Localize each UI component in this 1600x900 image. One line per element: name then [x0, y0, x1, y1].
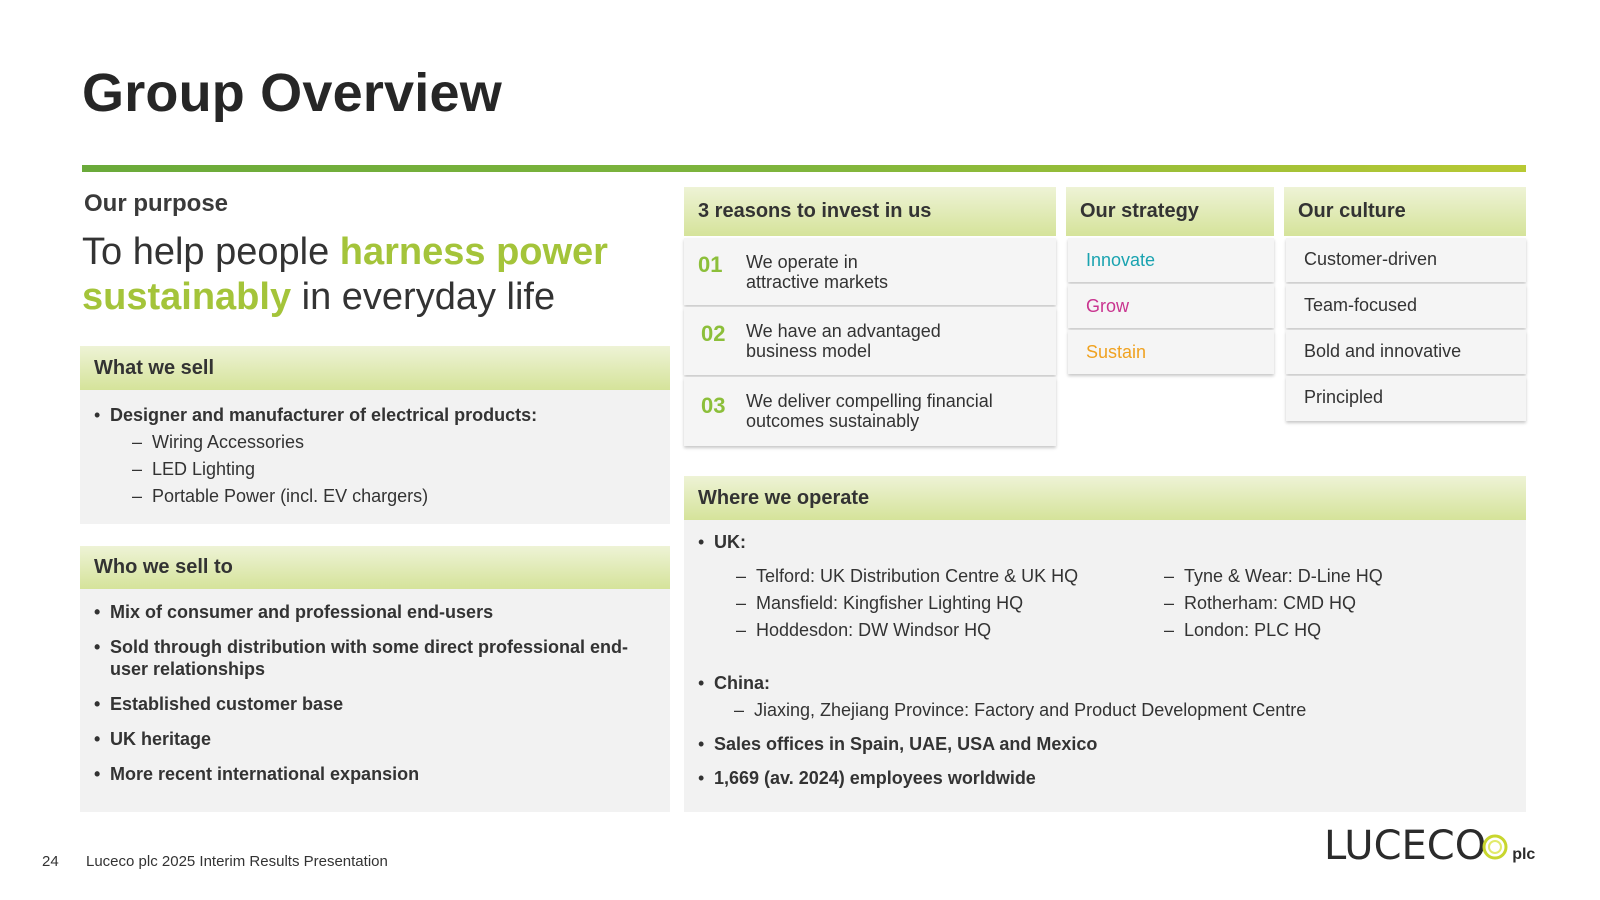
list-item: – LED Lighting: [132, 456, 670, 483]
list-item: – Telford: UK Distribution Centre & UK HQ: [736, 563, 1164, 590]
culture-tile: [1286, 284, 1526, 328]
reason-text: We deliver compelling financial outcomes sustainably: [746, 391, 993, 431]
what-we-sell-list: [94, 402, 670, 510]
uk-label: UK:: [714, 532, 746, 552]
strategy-item: Innovate: [1086, 250, 1156, 270]
reason-card-2: [684, 307, 1056, 375]
culture-tile: [1286, 376, 1526, 421]
culture-item: Bold and innovative: [1304, 341, 1462, 361]
culture-item: Customer-driven: [1304, 249, 1438, 269]
list-item: – Jiaxing, Zhejiang Province: Factory and Product Development Centre: [734, 697, 1516, 724]
uk-sites-right: [1164, 563, 1383, 644]
list-item: [698, 670, 1516, 724]
purpose-highlight: harness power sustainably: [82, 231, 608, 318]
list-item: [698, 529, 1516, 644]
what-we-sell-bullet: Designer and manufacturer of electrical products:: [110, 405, 538, 425]
luceco-logo: [1324, 823, 1536, 869]
employees-count: 1,669 (av. 2024) employees worldwide: [714, 768, 1036, 788]
reason-number: 01: [698, 252, 723, 277]
list-item: [698, 731, 1516, 758]
who-we-sell-to-list: [94, 601, 640, 785]
list-item: – Portable Power (incl. EV chargers): [132, 483, 670, 510]
culture-header: Our culture: [1284, 187, 1526, 236]
purpose-text-start: To help people: [82, 231, 340, 273]
list-item: • Established customer base: [94, 693, 640, 715]
culture-tile: [1286, 238, 1526, 282]
what-we-sell-header: What we sell: [80, 346, 670, 390]
reason-card-1: [684, 238, 1056, 305]
logo-suffix: plc: [1512, 846, 1536, 863]
page-number: 24: [42, 853, 59, 870]
list-item: – Mansfield: Kingfisher Lighting HQ: [736, 590, 1164, 617]
list-item: – Wiring Accessories: [132, 429, 670, 456]
list-item: • Mix of consumer and professional end-users: [94, 601, 640, 623]
who-we-sell-to-panel: [80, 546, 670, 812]
reason-text: We have an advantaged business model: [746, 321, 941, 361]
purpose-text-end: in everyday life: [291, 276, 556, 318]
footer-text: Luceco plc 2025 Interim Results Presentation: [86, 853, 388, 870]
logo-wordmark: [1324, 823, 1487, 869]
culture-item: Principled: [1304, 387, 1384, 407]
what-we-sell-panel: [80, 346, 670, 524]
list-item: [698, 765, 1516, 792]
strategy-item: Grow: [1086, 296, 1130, 316]
logo-ring-icon: [1482, 834, 1508, 860]
list-item: – Tyne & Wear: D-Line HQ: [1164, 563, 1383, 590]
strategy-tile-innovate: [1068, 238, 1274, 282]
page-title: Group Overview: [82, 63, 502, 123]
title-divider: [82, 165, 1526, 172]
who-we-sell-to-header: Who we sell to: [80, 546, 670, 589]
reason-number: 03: [701, 393, 726, 418]
purpose-statement: [82, 230, 682, 320]
strategy-item: Sustain: [1086, 342, 1147, 362]
strategy-header: Our strategy: [1066, 187, 1274, 236]
reasons-header: 3 reasons to invest in us: [684, 187, 1056, 236]
where-we-operate-panel: [684, 476, 1526, 812]
sales-offices: Sales offices in Spain, UAE, USA and Mexico: [714, 734, 1098, 754]
where-we-operate-header: Where we operate: [684, 476, 1526, 520]
list-item: • Sold through distribution with some direct professional end-user relationships: [94, 636, 640, 680]
purpose-heading: Our purpose: [84, 190, 229, 217]
list-item: • UK heritage: [94, 728, 640, 750]
culture-item: Team-focused: [1304, 295, 1418, 315]
reason-card-3: [684, 377, 1056, 446]
strategy-tile-sustain: [1068, 330, 1274, 374]
list-item: – London: PLC HQ: [1164, 617, 1383, 644]
china-label: China:: [714, 673, 770, 693]
list-item: • More recent international expansion: [94, 763, 640, 785]
list-item: – Hoddesdon: DW Windsor HQ: [736, 617, 1164, 644]
uk-sites-left: [736, 563, 1164, 644]
where-list: [698, 529, 1516, 792]
logo-word: LUCECO: [1324, 823, 1487, 869]
reason-text: We operate in attractive markets: [746, 252, 889, 292]
reason-number: 02: [701, 321, 726, 346]
culture-tile: [1286, 330, 1526, 374]
list-item: – Rotherham: CMD HQ: [1164, 590, 1383, 617]
strategy-tile-grow: [1068, 284, 1274, 328]
list-item: [94, 402, 670, 510]
